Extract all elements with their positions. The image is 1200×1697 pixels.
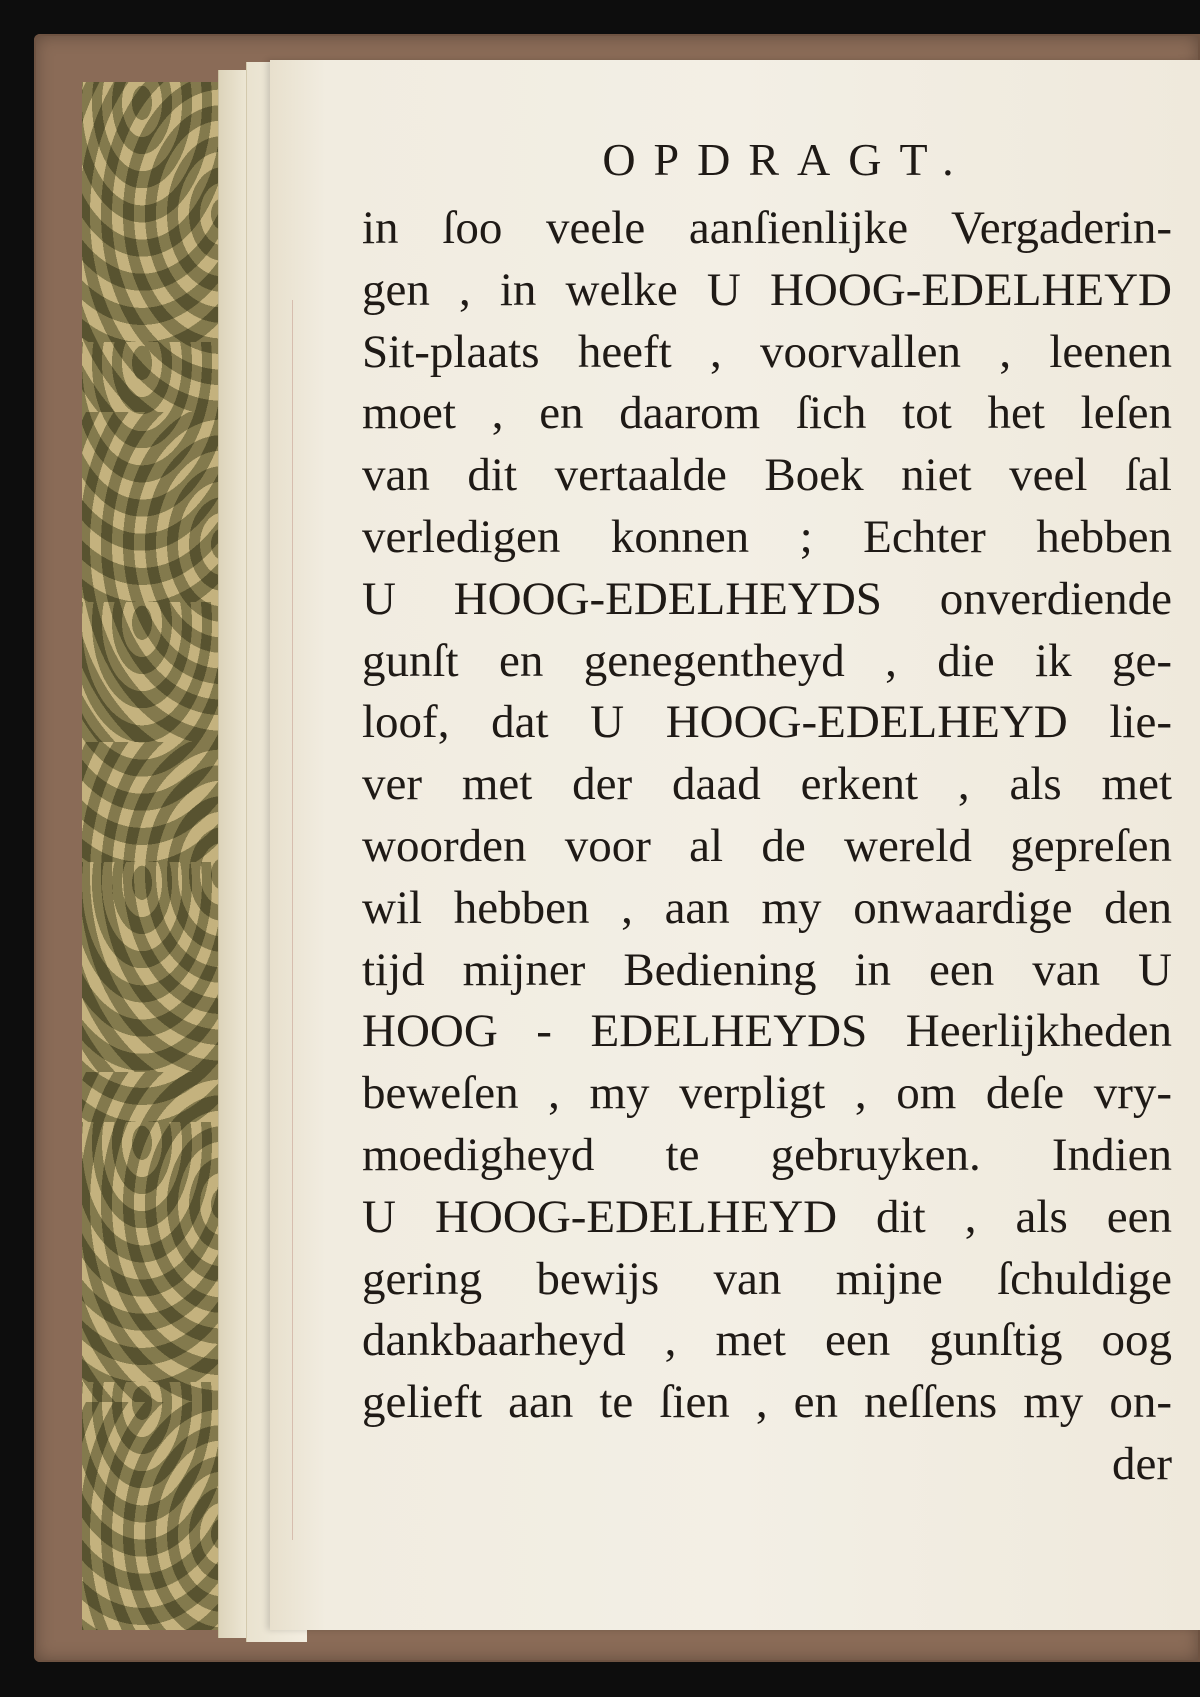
text-line-13: tijd mijner Bediening in een van U <box>362 943 1172 996</box>
text-line-8: gunſt en genegentheyd , die ik ge- <box>362 634 1172 687</box>
text-line-17: U HOOG-EDELHEYD dit , als een <box>362 1190 1172 1243</box>
text-line-12: wil hebben , aan my onwaardige den <box>362 881 1172 934</box>
text-line-10: ver met der daad erkent , als met <box>362 758 1172 811</box>
text-line-5: van dit vertaalde Boek niet veel ſal <box>362 449 1172 502</box>
text-line-11: woorden voor al de wereld gepreſen <box>362 819 1172 872</box>
text-line-15: beweſen , my verpligt , om deſe vry- <box>362 1067 1172 1120</box>
catchword: der <box>1111 1437 1172 1490</box>
text-line-3: Sit-plaats heeft , voorvallen , leenen <box>362 325 1172 378</box>
text-line-9: loof, dat U HOOG-EDELHEYD lie- <box>362 696 1172 749</box>
text-line-20: gelieft aan te ſien , en neſſens my on- <box>362 1376 1172 1429</box>
text-line-6: verledigen konnen ; Echter hebben <box>362 510 1172 563</box>
text-line-18: gering bewijs van mijne ſchuldige <box>362 1252 1172 1305</box>
text-line-19: dankbaarheyd , met een gunſtig oog <box>362 1314 1172 1367</box>
text-line-4: moet , en daarom ſich tot het leſen <box>362 387 1172 440</box>
text-line-7: U HOOG-EDELHEYDS onverdiende <box>362 572 1172 625</box>
page-text <box>362 128 1172 1496</box>
text-line-1: in ſoo veele aanſienlijke Vergaderin- <box>362 202 1172 254</box>
text-line-14: HOOG - EDELHEYDS Heerlijkheden <box>362 1005 1172 1058</box>
running-head: OPDRAGT. <box>602 134 972 185</box>
text-line-2: gen , in welke U HOOG-EDELHEYD <box>362 263 1172 316</box>
text-line-16: moedigheyd te gebruyken. Indien <box>362 1128 1172 1181</box>
gutter-rule <box>292 300 293 1540</box>
